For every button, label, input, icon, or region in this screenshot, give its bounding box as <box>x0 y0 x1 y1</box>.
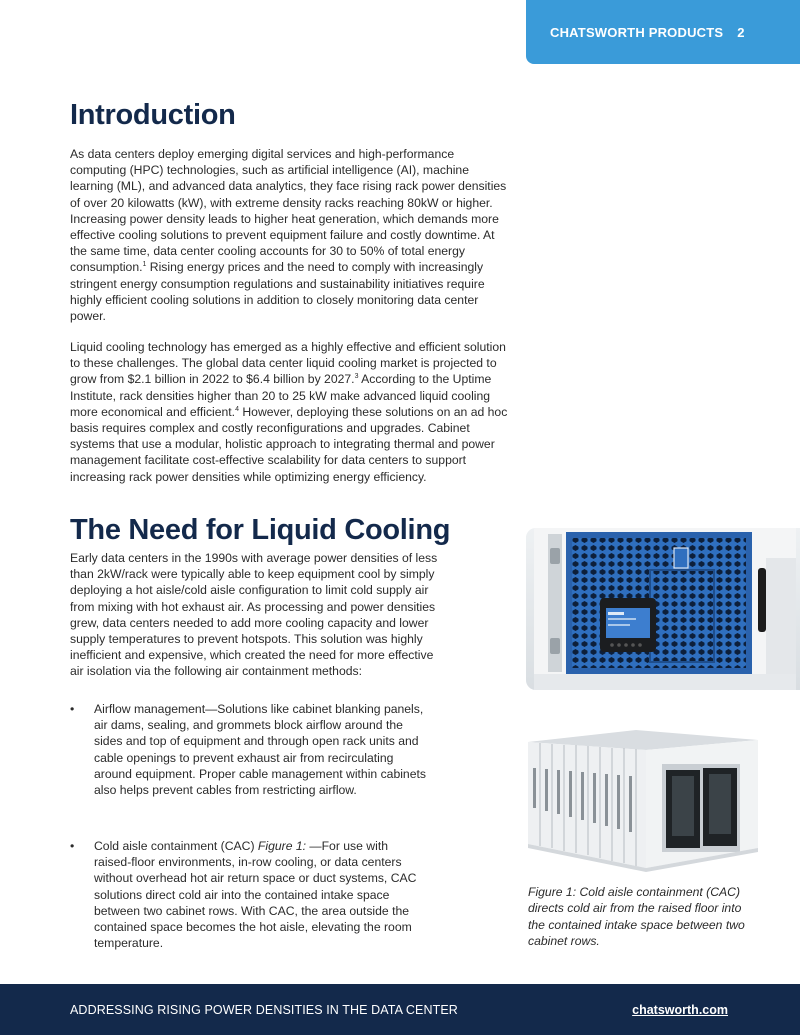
brand-name: CHATSWORTH PRODUCTS <box>550 24 724 40</box>
footnote-ref-4: 4 <box>235 405 239 413</box>
bullet-text-airflow: Airflow management—Solutions like cabinet blanking panels, air dams, sealing, and grommets block airflow around the sides and top of equipment and through open rack units and cable openings to prevent exhaust air from recirculating around equipment. Proper cable management within cabinets also helps prevent cables from restricting airflow. <box>94 702 426 798</box>
bullet-text-cac <box>94 838 426 951</box>
cabinet-door-image <box>526 528 800 690</box>
need-paragraph: Early data centers in the 1990s with average power densities of less than 2kW/rack were typically able to keep equipment cool by simply deploying a hot aisle/cold aisle configuration to limit cold supply air from mixing with hot exhaust air. As processing and power densities grew, data centers needed to add more cooling capacity and lower supply temperatures to prevent hotspots. This solution was highly inefficient and expensive, which created the need for more effective air isolation via the following air containment methods: <box>70 551 438 679</box>
cabinet-door-illustration <box>526 528 800 690</box>
footer-website-link[interactable]: chatsworth.com <box>632 1002 728 1017</box>
bullet-dot: • <box>70 839 75 853</box>
footnote-ref-1: 1 <box>142 261 147 269</box>
bullet-item-cac <box>70 838 430 953</box>
bullet-cac-text-a: Cold aisle containment (CAC) <box>94 839 258 853</box>
bullet-item-airflow <box>70 701 430 816</box>
bullet-cac-text-b: —For use with raised-floor environments, in-row cooling, or data centers without overhead hot air return space or duct systems, CAC solutions direct cold air into the contained intake space between two cabinet rows. With CAC, the area outside the contained space becomes the hot aisle, elevating the room temperature. <box>94 839 417 951</box>
intro-p1-text-cont: Rising energy prices and the need to comply with increasingly stringent energy consumption regulations and sustainability initiatives require highly efficient cooling solutions in addition to closely monitoring data center power. <box>70 260 485 324</box>
need-heading: The Need for Liquid Cooling <box>70 514 451 546</box>
introduction-paragraph-1 <box>70 146 510 324</box>
header-tab <box>526 0 800 64</box>
bullet-dot: • <box>70 702 75 716</box>
figure-reference: Figure 1: <box>257 839 307 853</box>
intro-p1-text: As data centers deploy emerging digital services and high-performance computing (HPC) technologies, such as artificial intelligence (AI), machine learning (ML), and advanced data analytics, they face rising rack power densities of over 20 kilowatts (kW), with extreme density racks reaching 80kW or higher. Increasing power density leads to higher heat generation, which demands more effective cooling solutions to prevent equipment failure and costly downtime. At the same time, data center cooling accounts for 30 to 50% of total energy consumption. <box>70 147 507 275</box>
footer-document-title: ADDRESSING RISING POWER DENSITIES IN THE DATA CENTER <box>70 1002 458 1017</box>
introduction-paragraph-2 <box>70 339 510 485</box>
page-number: 2 <box>737 24 745 40</box>
footer-bar <box>0 984 800 1035</box>
intro-p2-text-a: Liquid cooling technology has emerged as a highly effective and efficient solution to these challenges. The global data center liquid cooling market is projected to grow from $2.1 billion in 2022 to $6.4 billion by 2027. <box>70 340 506 387</box>
introduction-heading: Introduction <box>70 99 236 131</box>
cold-aisle-containment-image <box>526 728 760 874</box>
footnote-ref-3: 3 <box>354 373 359 381</box>
figure-caption: Figure 1: Cold aisle containment (CAC) directs cold air from the raised floor into the contained intake space between two cabinet rows. <box>528 885 745 949</box>
cold-aisle-containment-illustration <box>526 728 760 874</box>
intro-p2-text-c: However, deploying these solutions on an ad hoc basis requires complex and costly reconfigurations and upgrades. Cabinet systems that use a modular, holistic approach to integrating thermal and power management facilitate cost-effective scalability for data centers to support increasing rack power densities while optimizing energy efficiency. <box>70 404 508 484</box>
intro-p2-text-b: According to the Uptime Institute, rack densities higher than 20 to 25 kW make advanced liquid cooling more economical and efficient. <box>70 372 492 419</box>
